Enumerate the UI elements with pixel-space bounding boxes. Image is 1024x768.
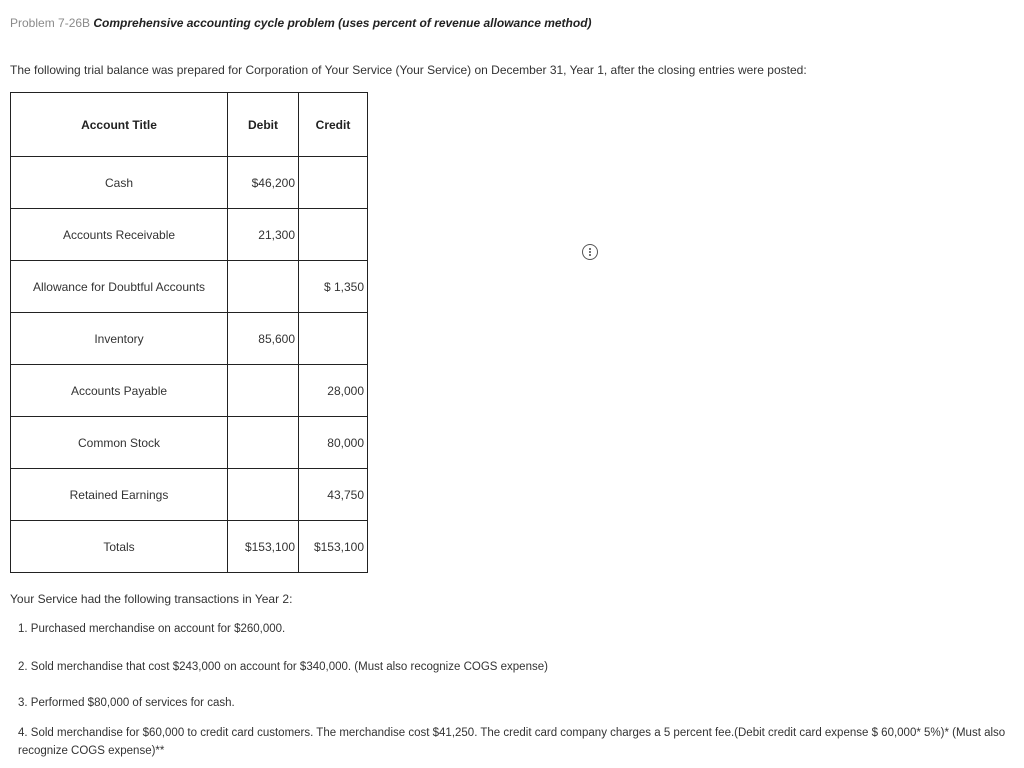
transactions-intro: Your Service had the following transactions in Year 2: bbox=[10, 592, 293, 606]
header-credit: Credit bbox=[299, 93, 368, 157]
list-item: 4. Sold merchandise for $60,000 to credit card customers. The merchandise cost $41,250. The credit card company charges a 5 percent fee.(Debit credit card expense $ 60,000* 5%)* (Must also recognize COGS expense)** bbox=[18, 727, 1006, 757]
more-options-icon[interactable] bbox=[582, 244, 598, 260]
credit-cell: $ 1,350 bbox=[299, 261, 368, 313]
credit-cell bbox=[299, 313, 368, 365]
dot-top bbox=[589, 248, 592, 251]
list-item: 3. Performed $80,000 of services for cash. bbox=[18, 697, 235, 709]
debit-cell bbox=[228, 417, 299, 469]
dot-bottom bbox=[589, 254, 592, 257]
trial-balance-table bbox=[10, 92, 368, 573]
intro-text: The following trial balance was prepared for Corporation of Your Service (Your Service) on December 31, Year 1, after the closing entries were posted: bbox=[10, 63, 807, 77]
account-cell: Common Stock bbox=[11, 417, 228, 469]
debit-cell bbox=[228, 261, 299, 313]
account-cell: Retained Earnings bbox=[11, 469, 228, 521]
account-cell: Cash bbox=[11, 157, 228, 209]
credit-total-cell: $153,100 bbox=[299, 521, 368, 573]
account-cell: Accounts Receivable bbox=[11, 209, 228, 261]
problem-heading bbox=[10, 16, 592, 30]
list-item: 1. Purchased merchandise on account for $260,000. bbox=[18, 623, 286, 635]
account-cell: Allowance for Doubtful Accounts bbox=[11, 261, 228, 313]
credit-cell: 28,000 bbox=[299, 365, 368, 417]
dot-middle bbox=[589, 251, 592, 254]
debit-total-cell: $153,100 bbox=[228, 521, 299, 573]
table-row bbox=[11, 417, 368, 469]
totals-row bbox=[11, 521, 368, 573]
credit-cell bbox=[299, 157, 368, 209]
debit-cell bbox=[228, 365, 299, 417]
debit-cell: 85,600 bbox=[228, 313, 299, 365]
problem-number: Problem 7-26B bbox=[10, 16, 91, 30]
list-item: 2. Sold merchandise that cost $243,000 on account for $340,000. (Must also recognize COGS expense) bbox=[18, 661, 548, 673]
debit-cell bbox=[228, 469, 299, 521]
table-row bbox=[11, 261, 368, 313]
credit-cell: 43,750 bbox=[299, 469, 368, 521]
table-row bbox=[11, 209, 368, 261]
credit-cell bbox=[299, 209, 368, 261]
table-header-row bbox=[11, 93, 368, 157]
header-account-title: Account Title bbox=[11, 93, 228, 157]
account-cell: Inventory bbox=[11, 313, 228, 365]
account-cell: Accounts Payable bbox=[11, 365, 228, 417]
debit-cell: 21,300 bbox=[228, 209, 299, 261]
table-row bbox=[11, 365, 368, 417]
credit-cell: 80,000 bbox=[299, 417, 368, 469]
table-row bbox=[11, 313, 368, 365]
problem-name: Comprehensive accounting cycle problem (uses percent of revenue allowance method) bbox=[93, 16, 592, 30]
table-row bbox=[11, 469, 368, 521]
account-cell: Totals bbox=[11, 521, 228, 573]
table-row bbox=[11, 157, 368, 209]
debit-cell: $46,200 bbox=[228, 157, 299, 209]
header-debit: Debit bbox=[228, 93, 299, 157]
